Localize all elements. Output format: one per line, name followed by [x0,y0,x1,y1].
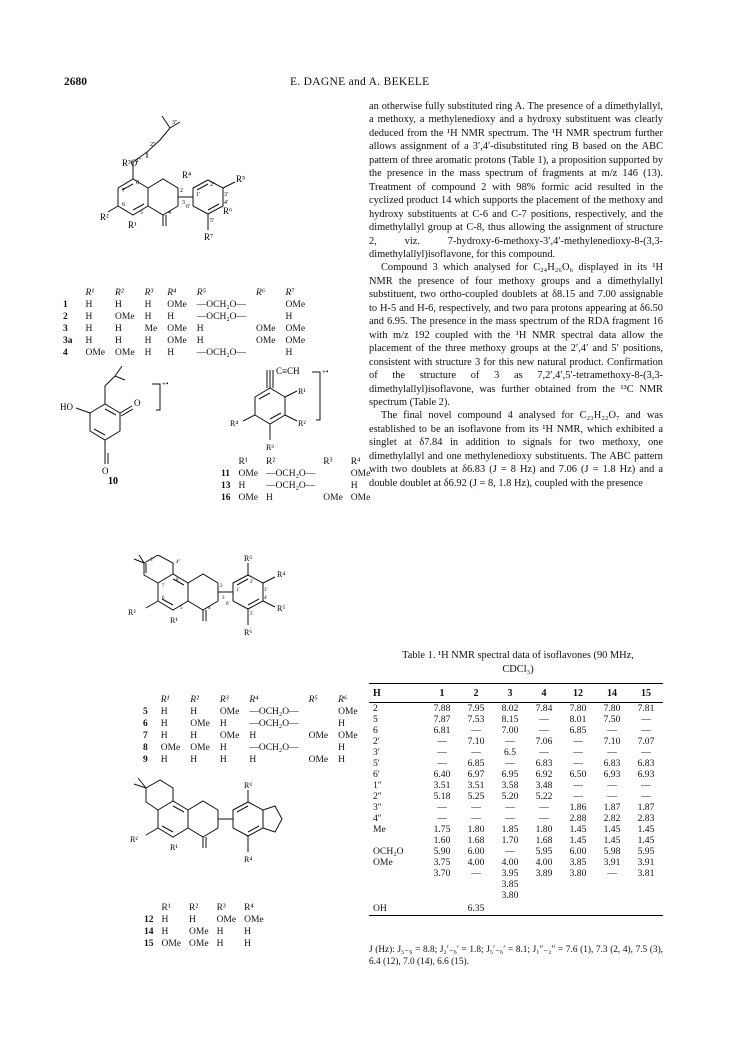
table-cell [493,901,527,916]
table-cell [561,901,595,916]
r1-label: R¹ [170,616,178,625]
table-cell: — [471,802,481,813]
table-cell: 3.91 [603,857,621,868]
table-cell: — [607,747,617,758]
pos-5: 5 [180,606,183,611]
paragraph: The final novel compound 4 analysed for C₂₃H₂₂O₇ and was established to be an isoflavone from its ¹H NMR, which exhibited a singlet at δ7.84 in addition to signals for two methoxy, one dimethylallyl and one methylenedioxy substituents. The ABC pattern with two doublets at δ6.83 (J = 8 Hz) and 7.06 (J = 1.8 Hz) and a double doublet at δ6.92 (J = 8, 1.8 Hz), coupled with the presence [369,410,663,489]
table-cell: 3.51 [467,780,485,791]
table-cell: — [471,868,481,879]
pos-6: 6 [162,596,165,601]
table-cell: 3.80 [569,868,587,879]
table-cell: 3.95 [501,868,519,879]
table-cell: 3.51 [433,780,451,791]
pos-8: 8 [176,578,179,583]
running-head-authors: E. DAGNE and A. BEKELE [290,76,430,88]
table-cell: 7.81 [637,703,655,714]
table-row [369,714,663,725]
r7-label: R⁷ [204,232,214,242]
table-cell: 7.84 [535,703,553,714]
table-cell: 5.95 [535,846,553,857]
table-cell: 3.91 [637,857,655,868]
column-header: 12 [561,684,595,703]
r1-label: R¹ [128,220,137,230]
table-row [369,736,663,747]
table-cell: 1.85 [501,824,519,835]
table-cell: — [573,747,583,758]
table-cell: 6.83 [637,758,655,769]
table-row: 9 H H H H OMe H [143,755,345,765]
substituent-table-1-4: R¹ R² R³ R⁴ R⁵ R⁶ R⁷ 1 H H H OMe —OCH₂O— OMe 2 H OMe H H —OCH₂O— H 3 H H Me OMe H OMe OMe 3a H H H OMe H OMe OMe 4 OMe OMe H H —OCH₂O— H [58,287,310,359]
compound-label-10: 10 [108,476,118,487]
table-cell: 5.98 [603,846,621,857]
pos-6: 6 [122,202,125,208]
table-cell: 1″ [373,780,382,791]
table-cell: 1.87 [637,802,655,813]
pos-5: 5 [140,210,143,216]
table-cell: 5.90 [433,846,451,857]
table-cell: 4.00 [535,857,553,868]
table-cell [595,890,629,901]
table-row [369,868,663,879]
r2-label: R² [128,608,136,617]
table-cell: — [539,802,549,813]
table-cell: 6 [373,725,378,736]
table-row: 6 H OMe H —OCH₂O— H [143,719,345,729]
pos-1p: 1′ [236,588,240,593]
r3-label: R³ [244,781,252,790]
table-cell: 3.81 [637,868,655,879]
table-cell: — [539,747,549,758]
table-cell: 1.87 [603,802,621,813]
r4-label: R⁴ [277,570,286,579]
pos-5p: 5′ [210,218,215,224]
table-row: 14 H OMe H H [144,927,251,937]
table-cell: 6.85 [569,725,587,736]
table-cell: 6.83 [603,758,621,769]
r1-label: R¹ [170,843,178,852]
r2-label: R² [100,212,109,222]
table-cell: 1.80 [467,824,485,835]
table-row [369,703,663,715]
table-cell: 5 [373,714,378,725]
table-cell: — [437,747,447,758]
table-cell: 6.40 [433,769,451,780]
r2-label: R² [298,419,306,428]
radical-cation-label: +• [162,380,169,388]
table-cell: — [573,758,583,769]
table-cell: 1.80 [535,824,553,835]
structure-isoflavone-5-9 [120,555,320,690]
nmr-data-table [369,683,663,916]
table-cell: — [505,846,515,857]
table-row: 15 OMe OMe H H [144,939,251,949]
table-cell [561,879,595,890]
table-footnote: J (Hz): J₅₋₆ = 8.8; J₂′₋₆′ = 1.8; J₅′₋₆′ = 8.1; J₁″₋₂″ = 7.6 (1), 7.3 (2, 4), 7.5 (3), 6.4 (12), 7.0 (14), 6.6 (15). [369,945,663,967]
table-cell [527,879,561,890]
table-cell: 4.00 [467,857,485,868]
table-cell: 8.15 [501,714,519,725]
table-row: 12 H H OMe OMe [144,915,264,925]
table-cell: 1.60 [433,835,451,846]
paragraph: Compound 3 which analysed for C₂₄H₂₆O₆ displayed in its ¹H NMR the presence of four methoxy groups and a dimethylallyl substituent, two ortho-coupled doublets at δ8.15 and 7.00 assignable to H-5 and H-6, respectively, and two para protons appearing at δ6.50 and 6.95. The presence in the mass spectrum of the RDA fragment 16 with m/z 192 coupled with the ¹H NMR spectral data allow the placement of the three methoxy groups at the 2′,4′ and 5′ positions, consistent with structure 3 for this new natural product. Confirmation of the structure of 3 as 7,2′,4′,5′-tetramethoxy-8-(3,3-dimethylallyl)isoflavone, was further obtained from the ¹³C NMR spectrum (Table 2). [369,262,663,408]
table-row [369,857,663,868]
table-cell: 5.20 [501,791,519,802]
table-cell [425,901,459,916]
table-cell [369,835,425,846]
table-cell: 6.85 [467,758,485,769]
table-cell: — [641,714,651,725]
table-cell: — [573,736,583,747]
structure-isoflavone-1-4 [100,100,300,280]
pos-3pp: 3″ [150,558,155,563]
table-cell: — [437,813,447,824]
table-row: 8 OMe OMe H —OCH₂O— H [143,743,345,753]
table-cell: 3′ [373,747,380,758]
substituent-table-12: R¹ R² R³ R⁴ 12 H H OMe OMe 14 H OMe H H 15 OMe OMe H H [140,902,268,950]
table-row: 13 H —OCH₂O— H [221,481,358,491]
body-text-column [369,100,663,490]
substituent-table-11: R¹ R² R³ R⁴ 11 OMe —OCH₂O— OMe 13 H —OCH₂O— H 16 OMe H OMe OMe [217,456,374,504]
table-header-row [369,684,663,703]
r4-label: R⁴ [230,419,239,428]
r4-label: R⁴ [244,855,253,864]
table-cell: 6.00 [569,846,587,857]
table-cell: 1.70 [501,835,519,846]
table-cell: — [471,813,481,824]
table-cell: — [607,868,617,879]
column-header: 15 [629,684,663,703]
table-cell: 3.75 [433,857,451,868]
table-cell: 6.93 [637,769,655,780]
table-cell [425,879,459,890]
table-cell: 7.95 [467,703,485,714]
pos-4: 4 [208,606,211,611]
pos-2pp: 2″ [150,142,156,148]
table-cell: 1.86 [569,802,587,813]
table-cell: 5′ [373,758,380,769]
table-cell: 7.87 [433,714,451,725]
r3-label: R³ [266,443,274,452]
pos-2: 2 [220,584,223,589]
table-cell: 2″ [373,791,382,802]
table-cell: — [539,813,549,824]
table-cell: — [539,725,549,736]
table-cell: 7.88 [433,703,451,714]
table-cell: 2.82 [603,813,621,824]
table-row [369,747,663,758]
table-cell: 2′ [373,736,380,747]
table-cell: 5.95 [637,846,655,857]
table-cell: 3.58 [501,780,519,791]
table-row [369,813,663,824]
table-cell [459,890,493,901]
table-cell: Me [373,824,386,835]
table-cell: 3.48 [535,780,553,791]
table-row [369,791,663,802]
structure-fragment-11 [200,360,360,470]
table-row [369,890,663,901]
r4-label: R⁴ [182,170,192,180]
pos-2p: 2′ [210,182,215,188]
table-cell: — [641,725,651,736]
table-cell [425,890,459,901]
pos-6p: 6′ [226,602,230,607]
table-cell: 1.75 [433,824,451,835]
table-cell: — [607,791,617,802]
pos-8: 8 [136,180,139,186]
pos-2: 2 [180,188,183,194]
table-row: 3 H H Me OMe H OMe OMe [63,324,306,334]
table-cell: 6.81 [433,725,451,736]
table-cell: 8.01 [569,714,587,725]
r5-label: R⁵ [236,174,246,184]
table-cell [369,879,425,890]
table-cell: — [607,780,617,791]
table-cell: — [505,802,515,813]
pos-4p: 4′ [224,200,229,206]
column-header: 14 [595,684,629,703]
table-cell: — [505,736,515,747]
table-cell: — [641,747,651,758]
table-cell: 6.93 [603,769,621,780]
table-cell: 1.45 [569,824,587,835]
page-number: 2680 [64,76,87,88]
pos-3p: 3′ [264,588,268,593]
table-cell: 1.68 [467,835,485,846]
table-cell: OH [369,901,425,916]
table-cell: — [573,791,583,802]
table-cell: 2.88 [569,813,587,824]
pos-4: 4 [168,210,171,216]
table-row [369,835,663,846]
table-cell: 8.02 [501,703,519,714]
pos-1p: 1′ [196,192,201,198]
pos-5p: 5′ [250,612,254,617]
table-cell: 7.06 [535,736,553,747]
table-cell: — [641,791,651,802]
table-cell [369,890,425,901]
table-row: 5 H H OMe —OCH₂O— OMe [143,707,358,717]
table-cell: — [471,725,481,736]
pos-3p: 3′ [224,192,229,198]
table-cell: 1.45 [603,835,621,846]
table-cell: 7.10 [603,736,621,747]
table-row: 7 H H OMe H OMe OMe [143,731,358,741]
table-cell: 2.83 [637,813,655,824]
r3o-label: R³O [122,158,138,168]
table-caption: Table 1. ¹H NMR spectral data of isoflavones (90 MHz, CDCl₃) [402,650,634,675]
table-cell: — [641,780,651,791]
table-cell: 1.45 [637,824,655,835]
table-row [369,846,663,857]
table-cell: — [437,802,447,813]
carbonyl-o: O [134,398,141,408]
table-cell: 4.00 [501,857,519,868]
table-cell: OMe [373,857,393,868]
structure-fragment-10 [60,358,210,488]
pos-7: 7 [162,584,165,589]
table-cell: 1.68 [535,835,553,846]
table-cell: 6.97 [467,769,485,780]
table-cell: 6.92 [535,769,553,780]
table-cell: 1.45 [637,835,655,846]
table-cell: 1.45 [569,835,587,846]
table-cell: 6.83 [535,758,553,769]
paragraph: an otherwise fully substituted ring A. The presence of a dimethylallyl, a methoxy, a methylenedioxy and a hydroxy substituent was clearly deduced from the ¹H NMR spectrum. The ¹H NMR spectrum further allows assignment of a 3′,4′-disubstituted ring B based on the ABC pattern of three aromatic protons (Table 1), a proposition supported by the presence in the mass spectrum of fragments at m/z 146 (13). Treatment of compound 2 with 98% formic acid resulted in the cyclized product 14 which supports the placement of the methoxy and hydroxy substituents at C-6 and C-7 positions, respectively, and the dimethylallyl group at C-8, thus allowing the assignment of structure 2, viz. 7-hydroxy-6-methoxy-3′,4′-methylenedioxy-8-(3,3-dimethylallyl)isoflavone, for this compound. [369,101,663,260]
table-row [369,802,663,813]
table-row: 16 OMe H OMe OMe [221,493,371,503]
pos-3: 3 [222,596,225,601]
table-row [369,824,663,835]
table-cell: 5.22 [535,791,553,802]
table-row [369,725,663,736]
table-cell: OCH₂O [373,846,404,857]
r1-label: R¹ [298,387,306,396]
table-cell: 7.50 [603,714,621,725]
table-cell [369,868,425,879]
table-row: 11 OMe —OCH₂O— OMe [221,469,371,479]
table-cell [561,890,595,901]
table-cell [527,890,561,901]
r2-label: R² [130,835,138,844]
radical-cation-label: +• [322,368,329,376]
table-cell [629,901,663,916]
table-row: 2 H OMe H H —OCH₂O— H [63,312,293,322]
r6-label: R⁶ [244,628,253,637]
table-row: 3a H H H OMe H OMe OMe [63,336,306,346]
pos-4pp: 4″ [176,560,181,565]
table-cell: 5.25 [467,791,485,802]
column-header: 3 [493,684,527,703]
pos-3pp: 3″ [172,120,178,126]
table-row [369,780,663,791]
alkyne-label: C≡CH [276,366,300,376]
table-cell: 3.80 [501,890,519,901]
table-cell: 7.80 [569,703,587,714]
table-row [369,879,663,890]
structure-isoflavone-12 [120,770,320,900]
table-cell: 7.80 [603,703,621,714]
table-cell: 6′ [373,769,380,780]
table-cell: 5.18 [433,791,451,802]
column-header: 2 [459,684,493,703]
table-cell: — [437,758,447,769]
table-cell: 7.10 [467,736,485,747]
table-cell: — [505,758,515,769]
table-cell [459,879,493,890]
table-cell: 6.95 [501,769,519,780]
table-cell: 7.53 [467,714,485,725]
table-cell: — [437,736,447,747]
table-cell [527,901,561,916]
table-cell: 3.89 [535,868,553,879]
table-cell: 3.70 [433,868,451,879]
table-cell: 6.35 [459,901,493,916]
pos-2p: 2′ [250,580,254,585]
table-row [369,769,663,780]
table-cell: 6.00 [467,846,485,857]
table-row: 4 OMe OMe H H —OCH₂O— H [63,348,293,358]
pos-1pp: 1″ [136,158,142,164]
table-cell: — [607,725,617,736]
pos-4p: 4′ [264,596,268,601]
r6-label: R⁶ [223,206,233,216]
r3-label: R³ [244,555,252,563]
table-row: 1 H H H OMe —OCH₂O— OMe [63,300,306,310]
table-cell [595,879,629,890]
table-cell: — [505,813,515,824]
table-cell: 3″ [373,802,382,813]
table-cell: 6.5 [504,747,516,758]
column-header: 4 [527,684,561,703]
table-cell: 1.45 [603,824,621,835]
ho-label: HO [60,402,73,412]
table-cell: 4″ [373,813,382,824]
table-cell: — [539,714,549,725]
substituent-table-5-9: R¹ R² R³ R⁴ R⁵ R⁶ 5 H H OMe —OCH₂O— OMe 6 H OMe H —OCH₂O— H 7 H H OMe H OMe OMe 8 OMe OMe H —OCH₂O— H 9 H H H H OMe H [138,694,363,766]
table-cell: 7.00 [501,725,519,736]
column-header: H [369,684,425,703]
table-cell: 6.50 [569,769,587,780]
column-header: 1 [425,684,459,703]
r5-label: R⁵ [277,604,286,613]
pos-3: 3 [182,200,185,206]
table-cell [629,890,663,901]
table-cell: 3.85 [501,879,519,890]
table-cell [595,901,629,916]
table-cell: 7.07 [637,736,655,747]
pos-6p: 6′ [186,204,191,210]
table-cell: — [573,780,583,791]
pos-7: 7 [122,188,125,194]
table-row [369,901,663,916]
table-cell [629,879,663,890]
table-cell: 2 [373,703,378,714]
table-cell: 3.85 [569,857,587,868]
table-cell: — [471,747,481,758]
carbonyl-o-bottom: O [102,466,109,476]
table-row [369,758,663,769]
